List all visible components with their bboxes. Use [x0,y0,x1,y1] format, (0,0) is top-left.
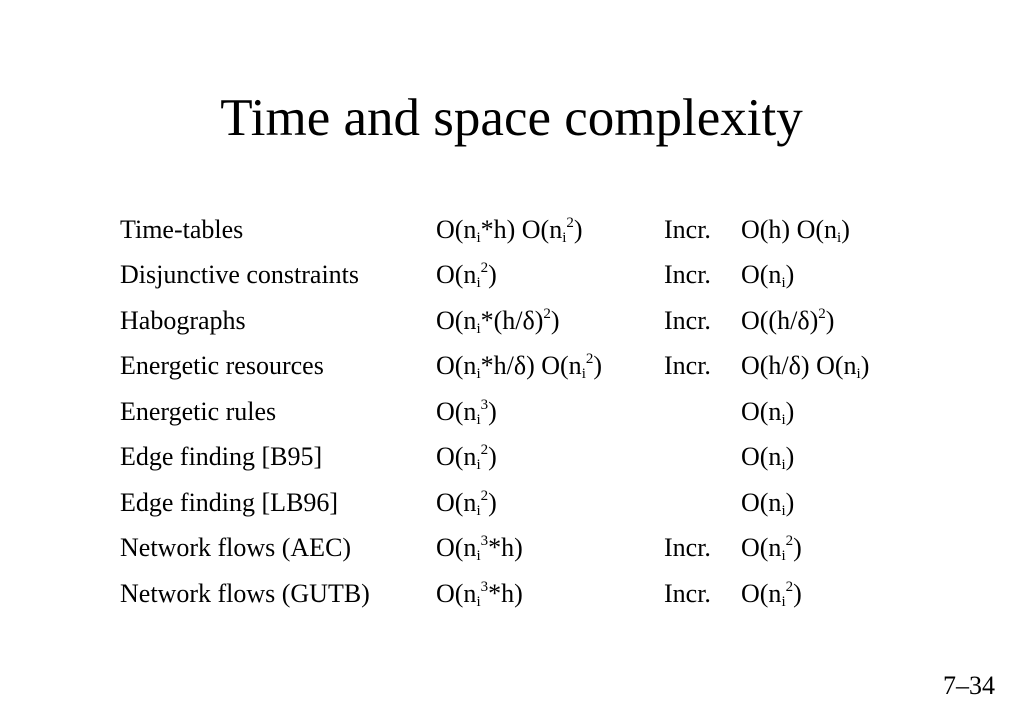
space-complexity [741,344,921,390]
space-complexity [741,571,921,617]
formula-superscript: 2 [785,578,794,595]
time-complexity [436,207,664,253]
formula-text: ) [573,214,583,244]
table-row [113,571,921,617]
formula-text: O(h) O(n [741,214,838,244]
slide-title: Time and space complexity [220,89,803,147]
complexity-table-body [113,207,921,617]
formula-subscript: i [837,229,842,246]
table-row [113,526,921,572]
formula-superscript: 2 [543,305,551,322]
table-row [113,207,921,253]
time-complexity [436,435,664,481]
method-name: Time-tables [120,214,244,244]
formula-text: O(n [436,533,477,563]
method-name: Network flows (AEC) [120,533,352,563]
time-complexity [436,389,664,435]
table-row [113,389,921,435]
time-complexity [436,480,664,526]
formula-text: ) [550,305,560,335]
formula-text: O(n [741,396,782,426]
formula-text: O(n [436,487,477,517]
formula-text: *h/δ) O(n [480,351,582,381]
formula-text: O(n [741,578,782,608]
formula-text: O((h/δ) [741,305,819,335]
method-name: Edge finding [B95] [120,442,323,472]
formula-subscript: i [781,593,786,610]
formula-text: ) [785,487,795,517]
formula-text: ) [593,351,603,381]
page-number: 7–34 [943,671,995,700]
table-row [113,480,921,526]
table-row [113,253,921,299]
formula-text: O(n [436,260,477,290]
table-row [113,298,921,344]
incremental-flag: Incr. [664,578,711,608]
time-complexity [436,344,664,390]
formula-text: O(n [436,305,477,335]
formula-subscript: i [562,229,567,246]
formula-text: *h) O(n [480,214,563,244]
space-complexity [741,298,921,344]
formula-subscript: i [476,320,481,337]
table-row [113,344,921,390]
formula-superscript: 2 [480,487,489,504]
formula-subscript: i [476,411,481,428]
complexity-table [113,207,921,617]
formula-text: ) [793,533,802,563]
method-name: Energetic resources [120,351,324,381]
formula-text: ) [785,260,795,290]
formula-subscript: i [856,366,861,383]
formula-superscript: 2 [585,351,594,368]
formula-text: *h) [488,533,523,563]
formula-text: ) [841,214,850,244]
formula-text: ) [785,442,795,472]
formula-text: ) [860,351,870,381]
formula-subscript: i [476,275,481,292]
method-name: Habographs [120,305,246,335]
incremental-flag [664,480,741,526]
formula-text: O(n [436,396,477,426]
formula-superscript: 2 [566,214,574,231]
formula-text: ) [488,260,497,290]
formula-text: ) [488,487,497,517]
method-name: Edge finding [LB96] [120,487,339,517]
formula-subscript: i [476,593,481,610]
formula-subscript: i [781,275,786,292]
formula-subscript: i [476,548,481,565]
space-complexity [741,207,921,253]
time-complexity [436,298,664,344]
formula-text: O(n [436,351,477,381]
formula-text: O(h/δ) O(n [741,351,857,381]
formula-text: O(n [436,214,477,244]
formula-superscript: 2 [480,260,489,277]
formula-text: ) [793,578,802,608]
formula-text: O(n [741,533,782,563]
formula-subscript: i [476,502,481,519]
formula-subscript: i [476,366,481,383]
formula-subscript: i [476,229,481,246]
formula-text: O(n [436,442,477,472]
time-complexity [436,253,664,299]
space-complexity [741,253,921,299]
formula-text: O(n [436,578,477,608]
formula-superscript: 2 [480,442,489,459]
method-name: Disjunctive constraints [120,260,360,290]
incremental-flag [664,389,741,435]
formula-subscript: i [781,411,786,428]
formula-superscript: 3 [480,396,489,413]
formula-subscript: i [781,548,786,565]
formula-text: *(h/δ) [480,305,544,335]
space-complexity [741,389,921,435]
incremental-flag: Incr. [664,351,711,381]
formula-subscript: i [581,366,586,383]
formula-text: ) [825,305,835,335]
formula-text: O(n [741,260,782,290]
space-complexity [741,526,921,572]
formula-superscript: 3 [480,533,489,550]
formula-superscript: 3 [480,578,489,595]
formula-superscript: 2 [818,305,826,322]
incremental-flag: Incr. [664,214,711,244]
incremental-flag [664,435,741,481]
formula-text: O(n [741,487,782,517]
method-name: Energetic rules [120,396,277,426]
incremental-flag: Incr. [664,533,711,563]
formula-subscript: i [476,457,481,474]
formula-subscript: i [781,502,786,519]
incremental-flag: Incr. [664,260,711,290]
formula-subscript: i [781,457,786,474]
space-complexity [741,480,921,526]
formula-text: ) [488,396,497,426]
formula-text: ) [488,442,497,472]
space-complexity [741,435,921,481]
formula-text: O(n [741,442,782,472]
time-complexity [436,526,664,572]
table-row [113,435,921,481]
formula-text: ) [785,396,795,426]
formula-superscript: 2 [785,533,794,550]
time-complexity [436,571,664,617]
formula-text: *h) [488,578,523,608]
method-name: Network flows (GUTB) [120,578,370,608]
incremental-flag: Incr. [664,305,711,335]
